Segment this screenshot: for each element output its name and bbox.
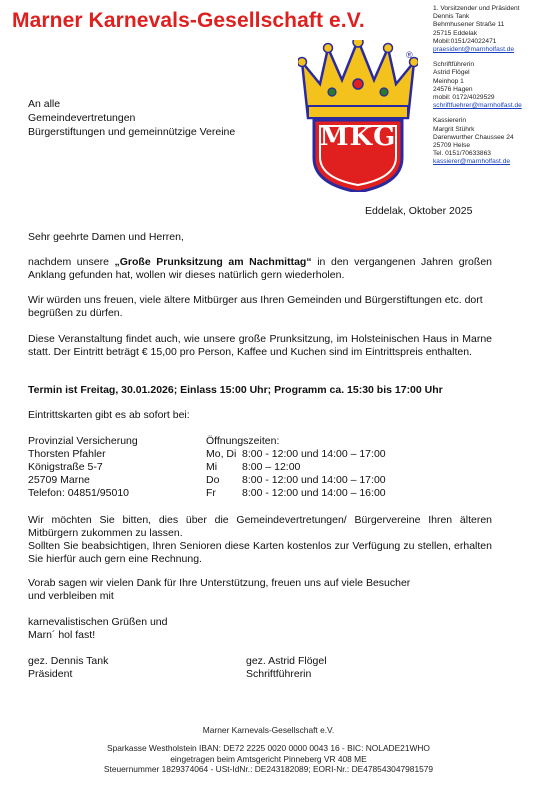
paragraph-venue: Diese Veranstaltung findet auch, wie unsere große Prunksitzung, im Holsteinischen Haus in Marne statt. Der Eintritt beträgt € 15,00 pro Person, Kaffee und Kuchen sind im Eintrittspreis enthalten. xyxy=(28,333,492,358)
paragraph-text: in den vergangenen Jahren großen Anklang gefunden hat, wollen wir dieses natürlich gern wiederholen. xyxy=(28,256,492,281)
recipient-line: An alle xyxy=(28,98,61,110)
vendor-row xyxy=(28,487,492,500)
closing xyxy=(28,616,492,642)
contact-line: Tel. 0151/70633863 xyxy=(433,150,491,158)
hours-day: Mi xyxy=(206,461,218,473)
event-date-line: Termin ist Freitag, 30.01.2026; Einlass 15:00 Uhr; Programm ca. 15:30 bis 17:00 Uhr xyxy=(28,384,443,396)
recipient-line: Bürgerstiftungen und gemeinnützige Vereine xyxy=(28,126,236,138)
contacts-block xyxy=(433,5,537,167)
contact-chair xyxy=(433,5,537,54)
footer-register-line: eingetragen beim Amtsgericht Pinneberg VR 408 ME xyxy=(170,753,367,764)
contact-line: 24576 Hagen xyxy=(433,85,473,93)
hours-day: Mo, Di xyxy=(206,448,237,460)
paragraph-thanks xyxy=(28,577,492,603)
letter-date: Eddelak, Oktober 2025 xyxy=(365,205,473,217)
logo-letters: MKG xyxy=(319,122,397,152)
signature-left xyxy=(28,655,108,681)
secretary-email-link[interactable]: schriftfuehrer@marnholfast.de xyxy=(433,102,522,110)
contact-line: mobil: 0172/4029529 xyxy=(433,94,495,102)
signature-role: Präsident xyxy=(28,668,73,680)
footer-bank-line: Sparkasse Westholstein IBAN: DE72 2225 0020 0000 0043 16 - BIC: NOLADE21WHO xyxy=(107,743,430,754)
footer-line: Marner Karnevals-Gesellschaft e.V. xyxy=(202,725,335,735)
contact-line: Mobil:0151/24022471 xyxy=(433,37,497,45)
hours-time: 8:00 - 12:00 und 14:00 – 16:00 xyxy=(242,487,386,499)
vendor-line: Thorsten Pfahler xyxy=(28,448,106,460)
contact-line: Darenwurther Chaussee 24 xyxy=(433,133,514,141)
recipient-block xyxy=(28,97,235,139)
mkg-logo xyxy=(298,40,418,192)
contact-line: Schriftführerin xyxy=(433,61,475,69)
chair-email-link[interactable]: praesident@marnholfast.de xyxy=(433,46,515,54)
paragraph-text: Wir möchten Sie bitten, dies über die Gemeindevertretungen/ Bürgervereine Ihren älteren Mitbürgern zukommen zu lassen. xyxy=(28,514,492,539)
signature-role: Schriftführerin xyxy=(246,668,312,680)
signature-name: gez. Dennis Tank xyxy=(28,655,109,667)
footer xyxy=(0,725,537,775)
organization-title: Marner Karnevals-Gesellschaft e.V. xyxy=(12,9,365,32)
contact-line: Astrid Flögel xyxy=(433,69,470,77)
contact-line: 25709 Helse xyxy=(433,142,471,150)
contact-line: Meinhop 1 xyxy=(433,77,464,85)
paragraph-intro xyxy=(28,256,492,282)
closing-line: karnevalistischen Grüßen und xyxy=(28,616,168,628)
vendor-row xyxy=(28,474,492,487)
signature-right xyxy=(246,655,327,681)
contact-line: 1. Vorsitzender und Präsident xyxy=(433,5,520,12)
recipient-line: Gemeindevertretungen xyxy=(28,112,136,124)
hours-time: 8:00 - 12:00 und 14:00 – 17:00 xyxy=(242,474,386,486)
tickets-intro: Eintrittskarten gibt es ab sofort bei: xyxy=(28,409,190,421)
hours-time: 8:00 - 12:00 und 14:00 – 17:00 xyxy=(242,448,386,460)
contact-line: Kassiererin xyxy=(433,117,466,125)
vendor-row xyxy=(28,435,492,448)
contact-secretary xyxy=(433,61,537,110)
closing-line: Marn´ hol fast! xyxy=(28,629,96,641)
opening-hours-title: Öffnungszeiten: xyxy=(206,435,280,447)
hours-day: Fr xyxy=(206,487,216,499)
contact-line: Behmhusener Straße 11 xyxy=(433,21,505,29)
contact-treasurer xyxy=(433,117,537,166)
vendor-line: Telefon: 04851/95010 xyxy=(28,487,130,499)
paragraph-text: und verbleiben mit xyxy=(28,590,114,602)
hours-day: Do xyxy=(206,474,220,486)
vendor-line: Königstraße 5-7 xyxy=(28,461,103,473)
signature-name: gez. Astrid Flögel xyxy=(246,655,327,667)
contact-line: 25715 Eddelak xyxy=(433,29,477,37)
footer-tax-line: Steuernummer 1829374064 - USt-IdNr.: DE243182089; EORI-Nr.: DE478543047981579 xyxy=(103,764,434,775)
vendor-line: Provinzial Versicherung xyxy=(28,435,138,447)
paragraph-welcome: Wir würden uns freuen, viele ältere Mitbürger aus Ihren Gemeinden und Bürgerstiftungen etc. dort begrüßen zu dürfen. xyxy=(28,294,483,319)
registered-mark: ® xyxy=(406,50,413,60)
ticket-vendor-table xyxy=(28,435,492,500)
treasurer-email-link[interactable]: kassierer@marnholfast.de xyxy=(433,158,511,166)
paragraph-request xyxy=(28,514,492,566)
vendor-row xyxy=(28,448,492,461)
vendor-line: 25709 Marne xyxy=(28,474,90,486)
contact-line: Margrit Stührk xyxy=(433,125,475,133)
hours-time: 8:00 – 12:00 xyxy=(242,461,301,473)
paragraph-text: Vorab sagen wir vielen Dank für Ihre Unterstützung, freuen uns auf viele Besucher xyxy=(28,577,411,589)
paragraph-text: nachdem unsere xyxy=(28,256,115,268)
salutation: Sehr geehrte Damen und Herren, xyxy=(28,231,184,243)
contact-line: Dennis Tank xyxy=(433,13,470,21)
paragraph-text: Sollten Sie beabsichtigen, Ihren Senioren diese Karten kostenlos zur Verfügung zu stellen, erhalten Sie hierfür auch gern eine Rechnung. xyxy=(28,540,492,565)
event-name: „Große Prunksitzung am Nachmittag“ xyxy=(114,256,312,268)
vendor-row xyxy=(28,461,492,474)
